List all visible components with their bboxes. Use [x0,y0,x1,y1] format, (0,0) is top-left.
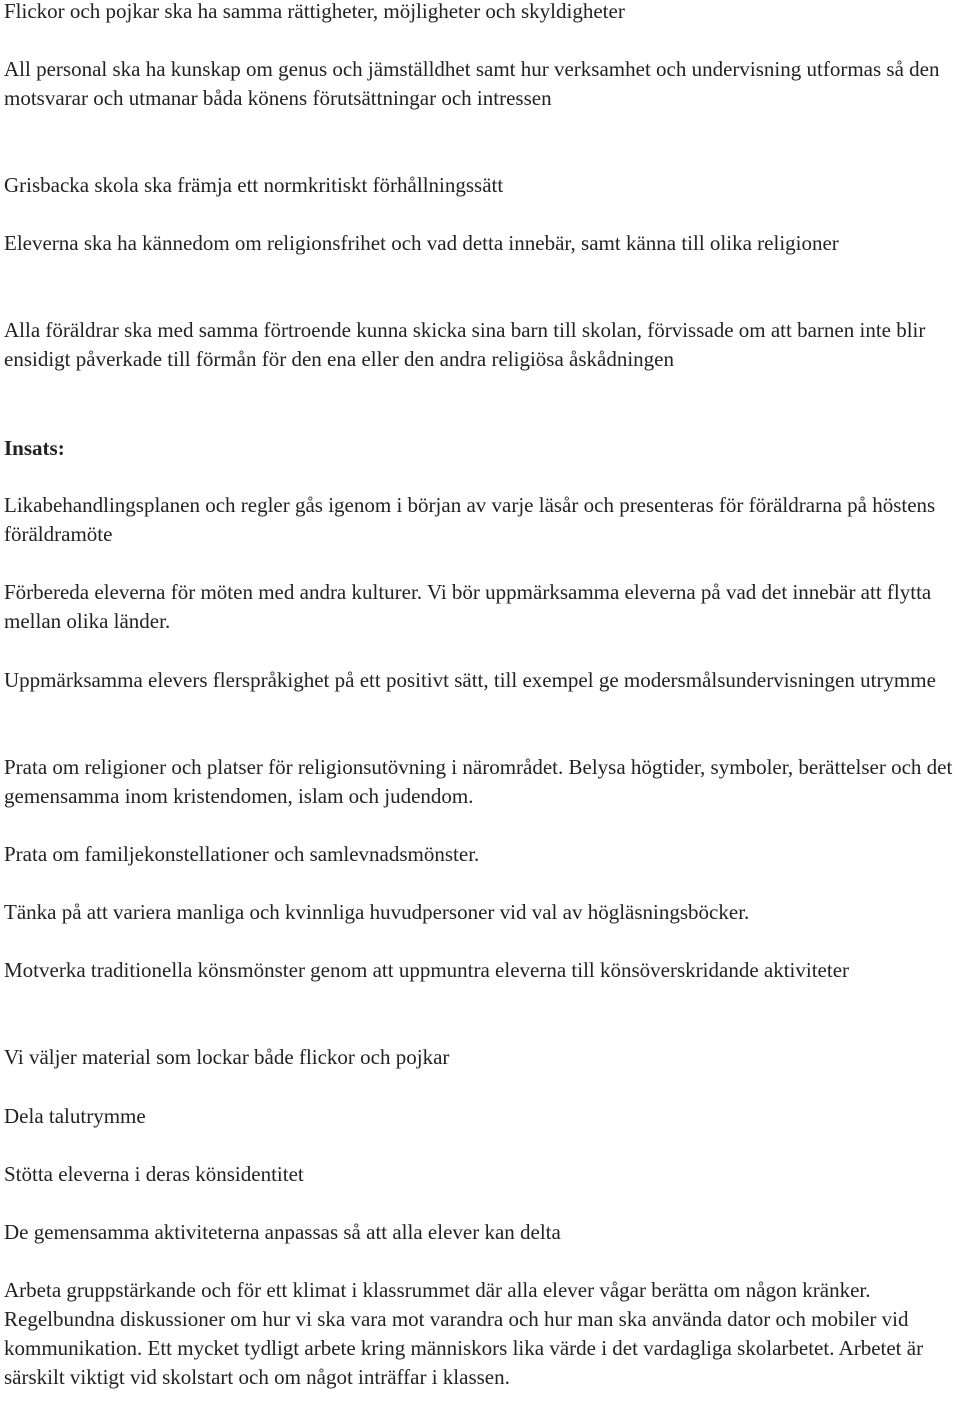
paragraph-religious-freedom: Eleverna ska ha kännedom om religionsfrihet och vad detta innebär, samt känna till olika religioner [4,231,839,255]
paragraph-religions: Prata om religioner och platser för religionsutövning i närområdet. Belysa högtider, symboler, berättelser och det gemensamma inom kristendomen, islam och judendom. [4,755,953,808]
paragraph-gender-patterns: Motverka traditionella könsmönster genom att uppmuntra eleverna till könsöverskridande aktiviteter [4,958,850,982]
paragraph-material: Vi väljer material som lockar både flickor och pojkar [4,1045,450,1069]
paragraph-plan-review: Likabehandlingsplanen och regler gås igenom i början av varje läsår och presenteras för föräldrarna på höstens föräldramöte [4,493,936,546]
paragraph-reading-books: Tänka på att variera manliga och kvinnliga huvudpersoner vid val av högläsningsböcker. [4,900,750,924]
paragraph-speaking-space: Dela talutrymme [4,1104,146,1128]
paragraph-multilingualism: Uppmärksamma elevers flerspråkighet på ett positivt sätt, till exempel ge modersmålsundervisningen utrymme [4,668,936,692]
paragraph-other-cultures: Förbereda eleverna för möten med andra kulturer. Vi bör uppmärksamma eleverna på vad det innebär att flytta mellan olika länder. [4,580,932,633]
paragraph-equal-rights: Flickor och pojkar ska ha samma rättigheter, möjligheter och skyldigheter [4,0,625,23]
paragraph-norm-critical: Grisbacka skola ska främja ett normkritiskt förhållningssätt [4,173,504,197]
paragraph-activities: De gemensamma aktiviteterna anpassas så att alla elever kan delta [4,1220,561,1244]
paragraph-gender-identity: Stötta eleverna i deras könsidentitet [4,1162,304,1186]
paragraph-group-climate: Arbeta gruppstärkande och för ett klimat i klassrummet där alla elever vågar berätta om någon kränker. Regelbundna diskussioner om hur vi ska vara mot varandra och hur man ska använda dator och mobiler vid kommunikation. Ett mycket tydligt arbete kring människors lika värde i det vardagliga skolarbetet. Arbetet är särskilt viktigt vid skolstart och om något inträffar i klassen. [4,1278,924,1389]
paragraph-parents-trust: Alla föräldrar ska med samma förtroende kunna skicka sina barn till skolan, förvissade om att barnen inte blir ensidigt påverkade till förmån för den ena eller den andra religiösa åskådningen [4,318,926,371]
paragraph-family: Prata om familjekonstellationer och samlevnadsmönster. [4,842,480,866]
section-heading: Insats: [4,436,65,460]
paragraph-staff-gender-knowledge: All personal ska ha kunskap om genus och jämställdhet samt hur verksamhet och undervisning utformas så den motsvarar och utmanar båda könens förutsättningar och intressen [4,57,940,110]
